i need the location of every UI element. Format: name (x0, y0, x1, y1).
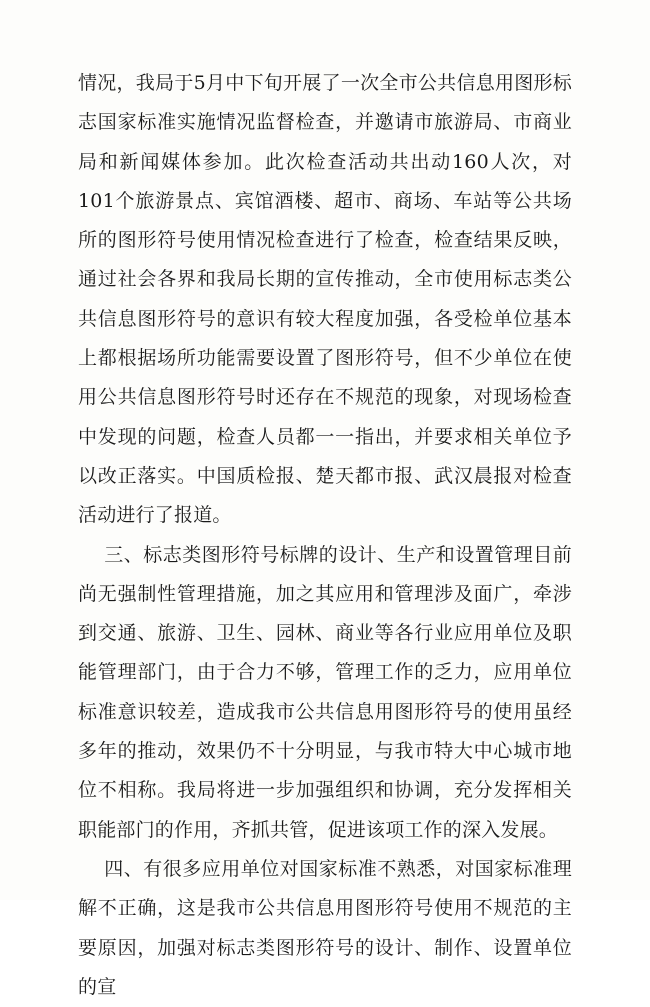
paragraph-inspection-report: 情况，我局于5月中下旬开展了一次全市公共信息用图形标志国家标准实施情况监督检查，并邀请市旅游局、市商业局和新闻媒体参加。此次检查活动共出动160人次，对101个旅游景点、宾馆酒楼、超市、商场、车站等公共场所的图形符号使用情况检查进行了检查，检查结果反映，通过社会各界和我局长期的宣传推动，全市使用标志类公共信息图形符号的意识有较大程度加强，各受检单位基本上都根据场所功能需要设置了图形符号，但不少单位在使用公共信息图形符号时还存在不规范的现象，对现场检查中发现的问题，检查人员都一一指出，并要求相关单位予以改正落实。中国质检报、楚天都市报、武汉晨报对检查活动进行了报道。 (78, 72, 572, 527)
paragraph-section-three: 三、标志类图形符号标牌的设计、生产和设置管理目前尚无强制性管理措施，加之其应用和管理涉及面广，牵涉到交通、旅游、卫生、园林、商业等各行业应用单位及职能管理部门，由于合力不够，管理工作的乏力，应用单位标准意识较差，造成我市公共信息用图形符号的使用虽经多年的推动，效果仍不十分明显，与我市特大中心城市地位不相称。我局将进一步加强组织和协调，充分发挥相关职能部门的作用，齐抓共管，促进该项工作的深入发展。 (78, 543, 572, 841)
paragraph-section-four: 四、有很多应用单位对国家标准不熟悉，对国家标准理解不正确，这是我市公共信息用图形符号使用不规范的主要原因，加强对标志类图形符号的设计、制作、设置单位的宣 (78, 857, 572, 998)
